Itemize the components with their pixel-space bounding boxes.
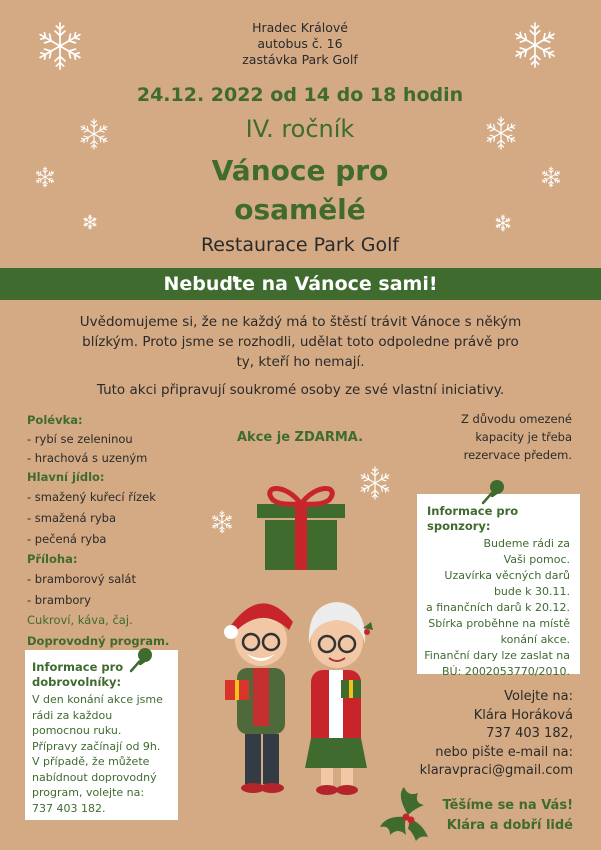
edition: IV. ročník (245, 115, 355, 143)
location-line2: autobus č. 16 (257, 36, 343, 51)
snowflake-icon (78, 118, 110, 150)
menu (27, 411, 217, 651)
title-line1: Vánoce pro (211, 154, 389, 187)
snowflake-icon (36, 22, 84, 70)
banner-text: Nebuďte na Vánoce sami! (163, 273, 438, 295)
contact-line1: Volejte na: (504, 689, 573, 704)
sponsors-line: konání akce. (500, 633, 570, 646)
footer (400, 796, 573, 836)
menu-item: - bramborový salát (27, 572, 136, 586)
volunteers-line: 737 403 182. (32, 801, 106, 815)
menu-item: - brambory (27, 593, 91, 607)
menu-item: - pečená ryba (27, 532, 107, 546)
snowflake-icon (82, 214, 98, 230)
sponsors-line: Budeme rádi za (483, 537, 570, 550)
menu-item: - hrachová s uzeným (27, 451, 148, 465)
contact-line3: 737 403 182, (486, 726, 573, 741)
intro-line2: blízkým. Proto jsme se rozhodli, udělat toto odpoledne právě pro (82, 334, 519, 350)
gift-icon (255, 480, 347, 576)
intro-line4: Tuto akci připravují soukromé osoby ze své vlastní iniciativy. (96, 382, 505, 398)
intro (40, 312, 561, 400)
contact-line2: Klára Horáková (473, 707, 573, 723)
location-line1: Hradec Králové (252, 20, 348, 35)
side-heading: Příloha: (27, 552, 78, 566)
menu-item: - rybí se zeleninou (27, 432, 133, 446)
capacity-line1: Z důvodu omezené (461, 412, 572, 426)
contact-line4: nebo pište e-mail na: (435, 744, 573, 760)
sponsors-line: a finančních darů k 20.12. (425, 601, 570, 614)
volunteers-title-line1: Informace pro (32, 660, 124, 674)
snowflake-icon (540, 166, 562, 188)
contact (396, 688, 573, 781)
soup-heading: Polévka: (27, 413, 83, 427)
main-heading: Hlavní jídlo: (27, 470, 105, 484)
menu-item: - smažený kuřecí řízek (27, 490, 156, 504)
sponsors-line: bude k 30.11. (493, 585, 570, 598)
snowflake-icon (34, 166, 56, 188)
venue: Restaurace Park Golf (200, 234, 400, 256)
footer-line1: Těšíme se na Vás! (442, 798, 573, 813)
title-line2: osamělé (234, 193, 366, 226)
volunteers-line: Přípravy začínají od 9h. (32, 739, 161, 753)
free-text: Akce je ZDARMA. (236, 430, 364, 445)
sponsors-line: Vaši pomoc. (503, 553, 570, 566)
location-line3: zastávka Park Golf (242, 52, 358, 67)
intro-line3: ty, kteří ho nemají. (236, 354, 365, 370)
contact-line5: klaravpraci@gmail.com (419, 763, 573, 778)
sponsors-text (417, 534, 580, 680)
volunteers-text (25, 690, 178, 816)
sponsors-line: BÚ: 2002053770/2010. (442, 665, 570, 678)
event-datetime: 24.12. 2022 od 14 do 18 hodin (136, 84, 464, 106)
menu-program: Doprovodný program. (27, 634, 170, 648)
footer-line2: Klára a dobří lidé (446, 818, 573, 833)
banner (0, 268, 601, 300)
snowflake-icon (484, 116, 518, 150)
pushpin-icon (128, 644, 158, 678)
grandparents-illustration (215, 588, 395, 822)
capacity-line2: kapacity je třeba (475, 430, 572, 444)
header (150, 20, 450, 68)
intro-line1: Uvědomujeme si, že ne každý má to štěstí trávit Vánoce s někým (79, 314, 522, 330)
snowflake-icon (358, 466, 392, 500)
volunteers-line: program, volejte na: (32, 786, 145, 799)
volunteers-line: V případě, že můžete (32, 755, 150, 768)
snowflake-icon (512, 22, 558, 68)
volunteers-line: pomocnou ruku. (32, 724, 122, 737)
volunteers-line: rádi za každou (32, 708, 113, 722)
sponsors-box (417, 494, 580, 678)
pushpin-icon (480, 476, 510, 510)
volunteers-line: V den konání akce jsme (32, 693, 163, 706)
sponsors-line: Sbírka proběhne na místě (428, 617, 570, 630)
capacity-note (420, 410, 572, 464)
sponsors-line: Uzavírka věcných darů (444, 569, 570, 582)
sponsors-line: Finanční dary lze zaslat na (424, 649, 570, 662)
volunteers-title-line2: dobrovolníky: (32, 675, 122, 689)
menu-item: - smažená ryba (27, 511, 117, 525)
volunteers-line: nabídnout doprovodný (32, 770, 157, 784)
capacity-line3: rezervace předem. (463, 448, 572, 462)
menu-extras: Cukroví, káva, čaj. (27, 613, 133, 627)
sponsors-title: Informace pro sponzory: (427, 504, 519, 533)
